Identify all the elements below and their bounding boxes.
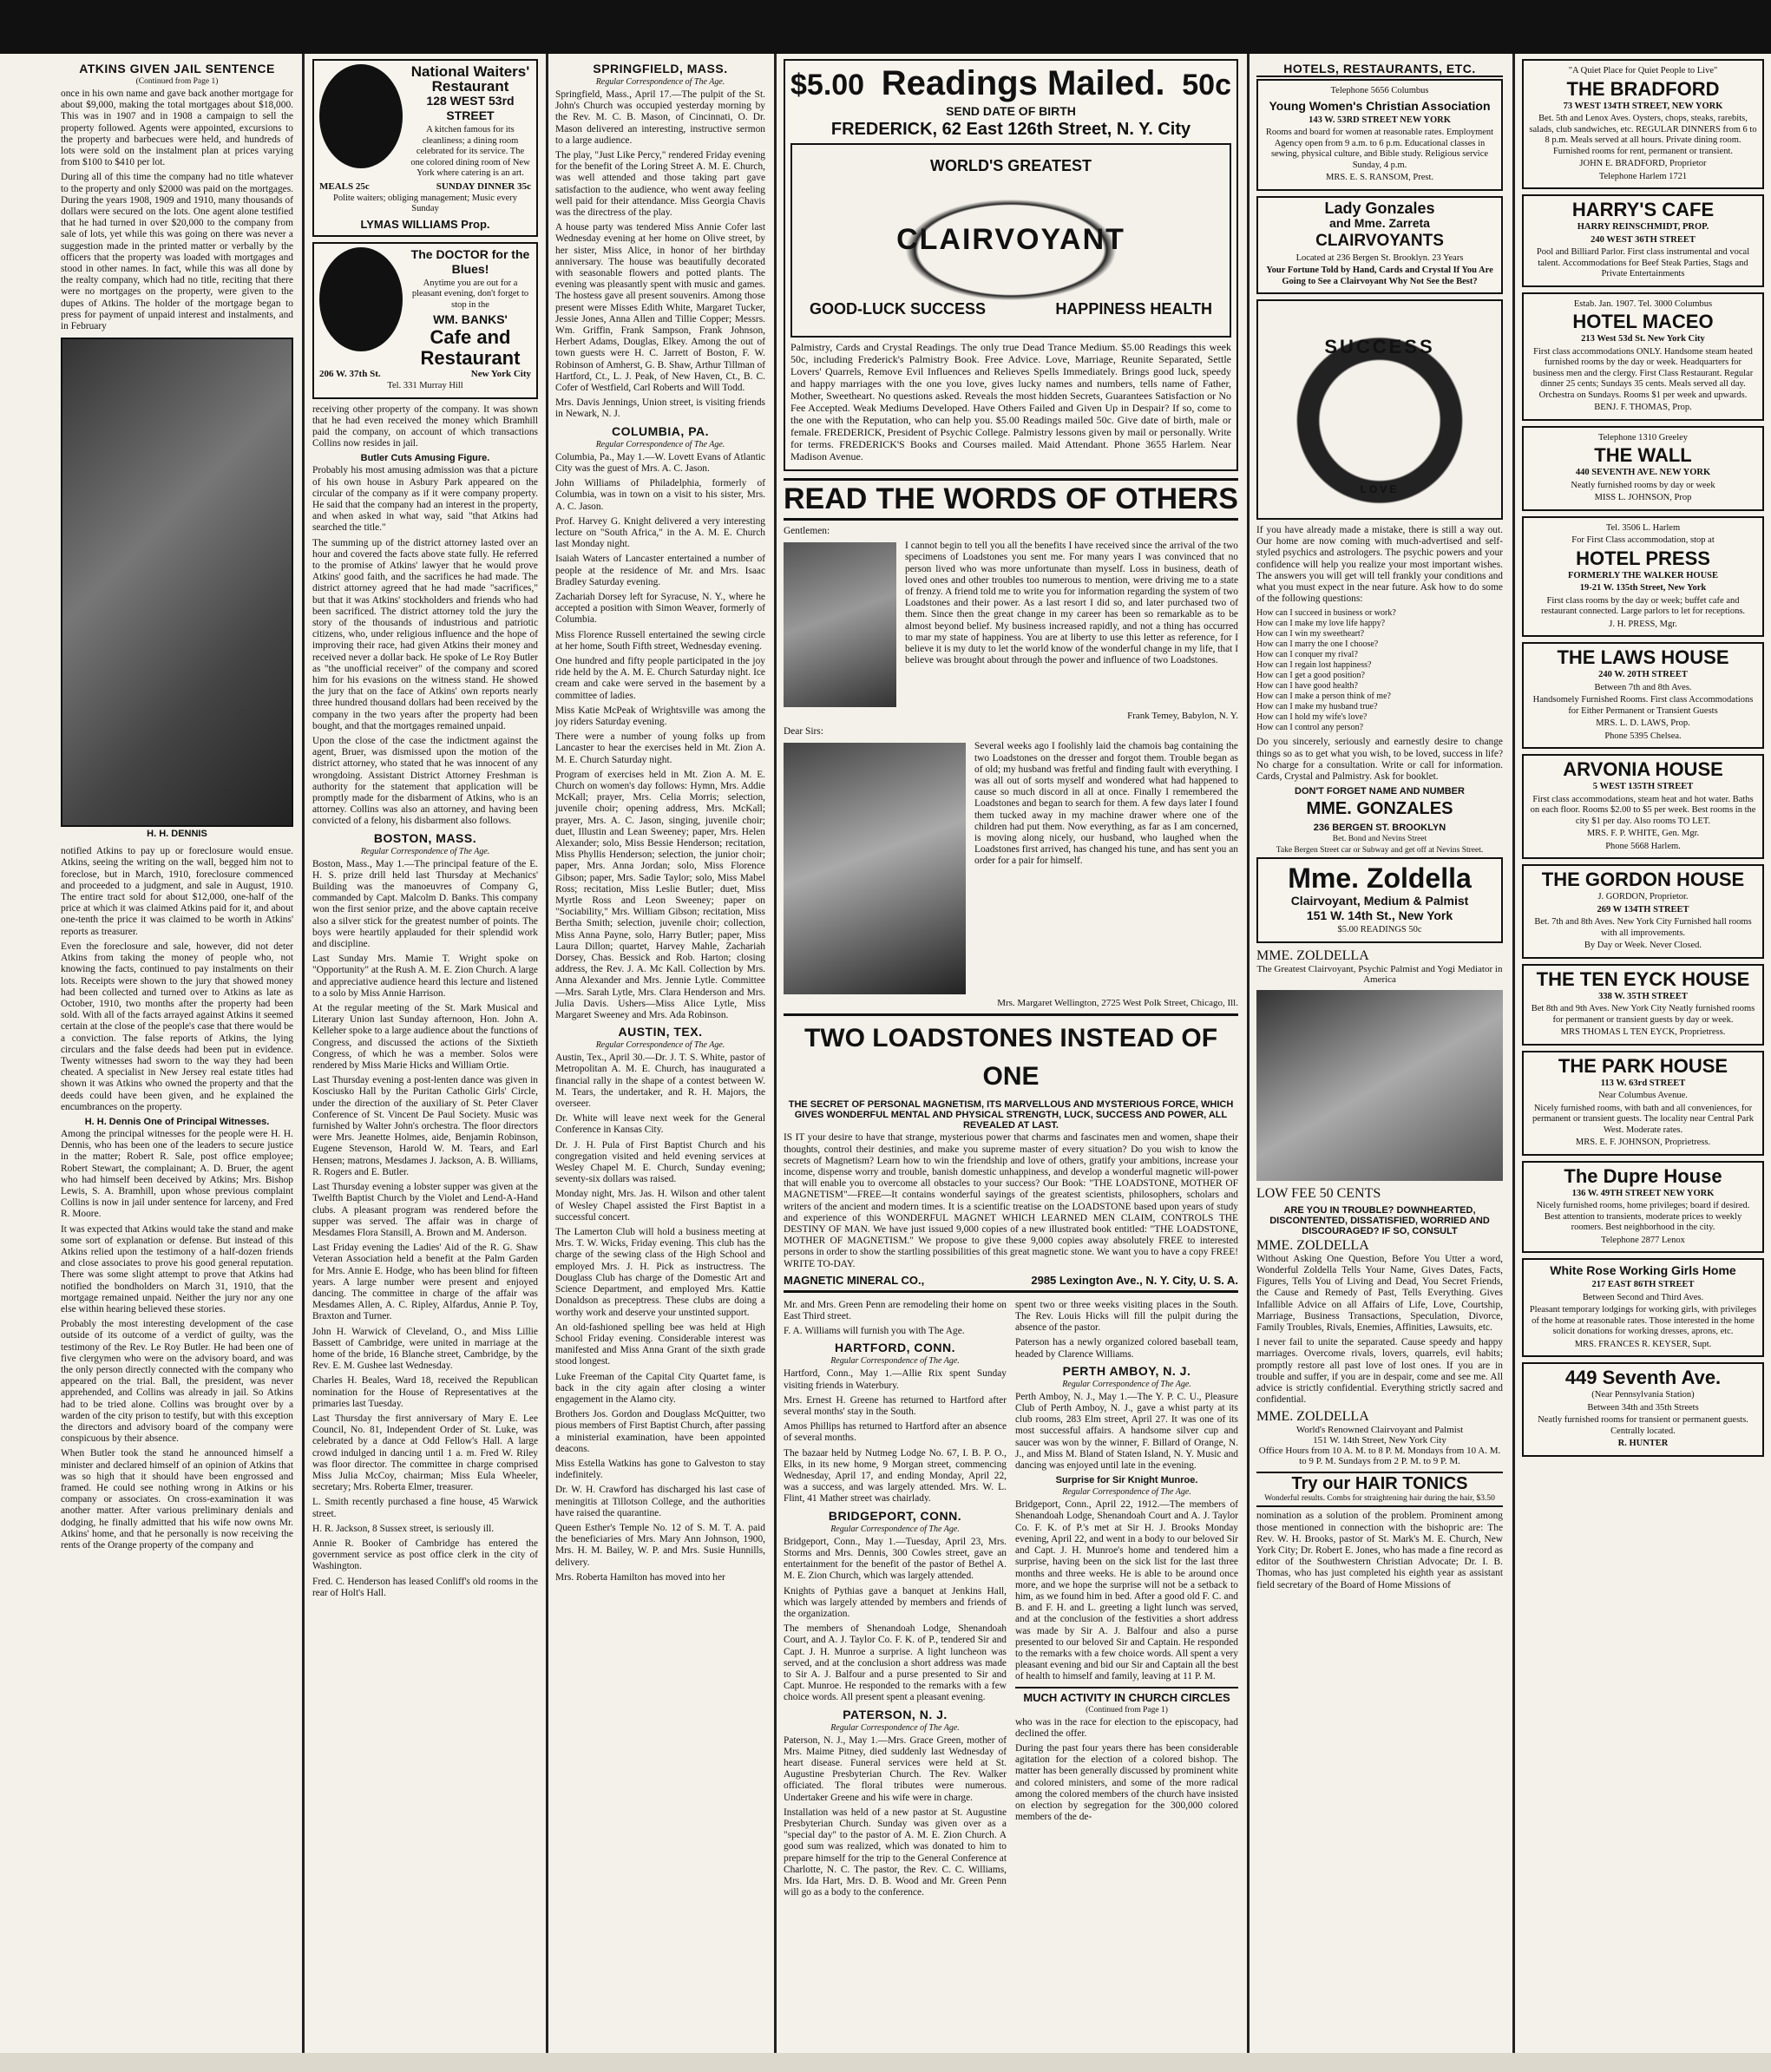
ad-copy: A kitchen famous for its cleanliness; a dining room celebrated for its service. The one colored dining room of New York where catering is an art. (410, 125, 530, 178)
news-subhead: Surprise for Sir Knight Munroe. (1055, 1475, 1198, 1486)
ad-copy: Rooms and board for women at reasonable rates. Employment Agency open from 9 a.m. to 6 p.m. Educational classes in sewing, physical culture, and Bible study. Religious service Sunday, 4 p.m. (1265, 128, 1494, 170)
ad-directions: Take Bergen Street car or Subway and get off at Nevins Street. (1276, 846, 1484, 856)
correspondence-note: Regular Correspondence of The Age. (1062, 1487, 1191, 1498)
ad-phone: Tel. 3506 L. Harlem (1605, 522, 1681, 533)
ad-name: WM. BANKS' (433, 312, 508, 326)
article-subhead: H. H. Dennis One of Principal Witnesses. (84, 1116, 270, 1127)
news-item: Austin, Tex., April 30.—Dr. J. T. S. White, pastor of Metropolitan A. M. E. Church, has inaugurated a financial rally in the shape of a contest between W. M. Tears, the undertaker, and R. H. Majors, the overseer. (555, 1052, 765, 1110)
ad-directions: Bet. Bond and Nevins Street (1332, 835, 1427, 844)
news-item: At the regular meeting of the St. Mark Musical and Literary Union last Sunday afternoon, Hon. John A. Kelleher spoke to a large audience about the functions of Congress, and discussed the actions of the Sixtieth Congress, of which he was a member. Solos were rendered by Miss Marie Hicks and William Ortie. (312, 1003, 538, 1072)
news-item: F. A. Williams will furnish you with The Age. (784, 1326, 965, 1337)
ad-proprietor: HARRY REINSCHMIDT, PROP. (1577, 222, 1709, 232)
ad-proprietor: R. HUNTER (1617, 1439, 1669, 1448)
ad-copy: Do you sincerely, seriously and earnestly desire to change things so as to get what you wish, to be loved, success in life? No charge for a consultation. Write or call for information. Cards, Crystal and Palmistry. Ask for booklet. (1256, 737, 1503, 783)
ad-location (319, 369, 531, 379)
ad-established: Estab. Jan. 1907. Tel. 3000 Columbus (1573, 298, 1713, 309)
news-item: Paterson, N. J., May 1.—Mrs. Grace Green, mother of Mrs. Maime Pitney, died suddenly last Wednesday of heart disease. Funeral services were held at St. Augustine Presbyterian Church. The Rev. Walker officiated. The floral tributes were numerous. Undertaker Greene and his wife were in charge. (784, 1734, 1007, 1803)
ad-near: (Near Pennsylvania Station) (1591, 1390, 1695, 1400)
ad-copy: First class accommodations ONLY. Handsome steam heated furnished rooms by the day or week. Headquarters for business men and the clergy. First Class Restaurant. Regular dinner 25 cents; Sundays 35 cents. Meals served all day. Orchestra on Sundays. Rooms $1 per week and upwards. (1532, 346, 1754, 400)
ad-between: Between 7th and 8th Aves. (1594, 682, 1692, 692)
letter-signature: Mrs. Margaret Wellington, 2725 West Polk Street, Chicago, Ill. (997, 998, 1238, 1009)
correspondence-note: Regular Correspondence of The Age. (595, 439, 725, 449)
news-item: Luke Freeman of the Capital City Quartet fame, is back in the city again after closing a winter engagement in the Alamo city. (555, 1371, 765, 1405)
ad-name: MME. ZOLDELLA (1256, 947, 1369, 963)
ad-proprietor: MRS. FRANCES R. KEYSER, Supt. (1574, 1339, 1712, 1349)
news-item: Dr. White will leave next week for the General Conference in Kansas City. (555, 1113, 765, 1136)
ad-address: 5 WEST 135TH STREET (1592, 782, 1694, 791)
headline-word: OTHERS (1115, 482, 1238, 515)
ad-copy: Neatly furnished rooms by day or week (1571, 480, 1715, 490)
banner-title: Readings Mailed. (881, 64, 1165, 102)
correspondence-note: Regular Correspondence of The Age. (830, 1356, 960, 1367)
news-item: An old-fashioned spelling bee was held at High School Friday evening. Considerable interest was manifested and Miss Anna Grant of the sixth grade stood longest. (555, 1321, 765, 1367)
news-item: Miss Florence Russell entertained the sewing circle at her home, South Fifth street, Wednesday evening. (555, 629, 765, 652)
question-item: How can I control any person? (1256, 723, 1364, 733)
laws-house-ad (1522, 642, 1764, 749)
ad-phone: Telephone 2877 Lenox (1601, 1235, 1685, 1245)
column-3 (548, 54, 772, 2053)
ywca-ad (1256, 79, 1503, 191)
loadstones-headline: TWO LOADSTONES INSTEAD OF ONE (784, 1013, 1238, 1096)
ad-title: THE BRADFORD (1566, 77, 1720, 100)
ad-copy: Palmistry, Cards and Crystal Readings. The only true Dead Trance Medium. $5.00 Readings this week 50c, including Frederick's Palmistry Book. Free Advice. Love, Marriage, Reunite Separated, Settle Lovers' Quarrels, Remove Evil Influences and Relieves Spells Immediately. Brings good luck, speedy and happy marriages with the one you love, gives lucky names and numbers, tells name of Father, Mother, Sweetheart. No questions asked. Reveals the most hidden Secrets, Guarantees Satisfaction or No Fee Accepted. Weak Mediums Developed. Have Others Failed and Given Up in Despair? If so, come to the one with the Reputation, who can help you. $5.00 Readings mailed 50c. Give date of birth, male or female. FREDERICK, President of Psychic College. Palmistry lessons given by mail or personally. Write for terms. FREDERICK'S Books and Courses mailed. Maid Attendant. Phone 3655 Harlem. Near Madison Avenue. (790, 341, 1231, 462)
ad-title: CLAIRVOYANTS (1315, 231, 1444, 250)
clairvoyant-illustration (790, 143, 1231, 338)
article-paragraph: When Butler took the stand he announced himself a minister and declared himself of an opinion of Atkins that was so high that it should have been engrossed and framed. He could see nothing wrong in Atkins or his company or associates. On cross-examination it was another matter. After various preliminary denials and dodging, he finally admitted that his wife now owns Mr. Atkins' home, and that he personally is now receiving the rents of the Orange property of the company and (61, 1448, 293, 1551)
news-item: Mrs. Ernest H. Greene has returned to Hartford after several months' stay in the South. (784, 1394, 1007, 1418)
seventh-ave-ad (1522, 1362, 1764, 1457)
ad-title: The DOCTOR for the Blues! (410, 246, 530, 276)
loadstones-copy: IS IT your desire to have that strange, mysterious power that charms and fascinates men and women, shape their thoughts, control their destinies, and make you supreme master of every situation? Do you wish to know the secrets of Magnetism? Learn how to win the friendship and love of others, gratify your ambitions, increase your income, dispense worry and trouble, banish domestic unhappiness, and develop a wonderful magnetic will-power that will enable you to overcome all obstacles to your success? Our Book: "THE LOADSTONE, MOTHER OF MAGNETISM"—FREE—It contains wonderful sayings of the greatest scientists, philosophers, scholars and writers of the ancient and modern times. It is a scientific treatise on the LOADSTONE based upon years of study and experience of this WONDERFUL MAGNET WHICH LEARNED MEN CLAIM, CONTROLS THE DESTINY OF MAN. We have just issued 9,000 copies of a new illustrated book entitled: "THE LOADSTONE, MOTHER OF MAGNETISM." We propose to give these 9,000 copies away absolutely FREE to interested persons in order to show the startling possibilities of this great magnetic stone. We want you to have a copy FREE! WRITE TO-DAY. (784, 1132, 1238, 1269)
ad-proprietor: J. GORDON, Proprietor. (1597, 892, 1689, 902)
ad-address: 217 EAST 86TH STREET (1591, 1280, 1695, 1289)
loadstones-subhead: THE SECRET OF PERSONAL MAGNETISM, ITS MARVELLOUS AND MYSTERIOUS FORCE, WHICH GIVES WONDERFUL MENTAL AND PHYSICAL STRENGTH, LUCK, SUCCESS AND POWER, ALL REVEALED AT LAST. (788, 1099, 1234, 1131)
news-item: Dr. W. H. Crawford has discharged his last case of meningitis at Tillotson College, and the authorities have raised the quarantine. (555, 1485, 765, 1518)
correspondence-note: Regular Correspondence of The Age. (360, 846, 490, 856)
news-item: Bridgeport, Conn., April 22, 1912.—The members of Shenandoah Lodge, Shenandoah Court and A. J. Taylor Co. F. K. of P.'s met at Sir H. J. Brooks Monday evening, April 22, and went in a body to our beloved Sir and Capt. J. H. Munroe's home and tendered him a surprise, having been on the sick list for the last three months and three weeks. He is able to be around once more, and we hope the surprise will not be a setback to him, as we found him in bed. After a good old F. C. and B. and F. H. and L. greeting a light lunch was served, and at the conclusion of the festivities a short address was made by Sir A. J. Balfour and also a purse presented to our beloved Sir and Captain. He responded to the remarks with a few choice words. All spent a very pleasant evening and bid our Sir and Captain all the best of health to himself and family, leaving at 11 P. M. (1015, 1499, 1238, 1682)
ad-address: 240 WEST 36TH STREET (1591, 234, 1696, 245)
article-paragraph: receiving other property of the company. It was shown that he had even received the money which Bramhill paid the company, on account of which transactions Collins now resides in jail. (312, 403, 538, 449)
news-item: Bridgeport, Conn., May 1.—Tuesday, April 23, Mrs. Storms and Mrs. Dennis, 300 Cowles street, gave an entertainment for the benefit of the pastor of Bethel A. M. E. Zion Church, which was largely attended. (784, 1536, 1007, 1582)
ad-address: 143 W. 53RD STREET NEW YORK (1309, 115, 1451, 125)
ad-address: 240 W. 20TH STREET (1598, 670, 1688, 679)
illustration-right-text: HAPPINESS HEALTH (1055, 300, 1212, 318)
testimonial-letter: Several weeks ago I foolishly laid the chamois bag containing the two Loadstones on the dresser and forgot them. Trouble began as of old; my husband was fretful and finding fault with everything. I was all out of sorts myself and wondered what had happened to cause so much discord in all at once. Finally I remembered the Loadstones and began to search for them. A few days later I found them tucked away in my machine drawer where one of the children had put them. Now everything, as far as I am concerned, is moving along nicely, our husband, who laughed when the Loadstones first arrived, has changed his tune, and has sent you an order for a pair for himself. (974, 741, 1238, 867)
photo-caption: H. H. DENNIS (147, 829, 207, 840)
ad-phone: Phone 5395 Chelsea. (1604, 731, 1682, 741)
ad-reminder: DON'T FORGET NAME AND NUMBER (1295, 786, 1465, 797)
ad-copy: Wonderful results. Combs for straightening hair during the hair, $3.50 (1264, 1494, 1495, 1504)
article-paragraph: Upon the close of the case the indictment against the agent, Bruer, was dismissed upon the motion of the district attorney, who stated that he was innocent of any wrongdoing. Assistant District Attorney Freshman is authority for the statement that application will be promptly made for the disbarment of Atkins, who is an attorney. Collins was also an attorney, and having been convicted of a felony, his disbarment also follows. (312, 735, 538, 827)
news-item: Amos Phillips has returned to Hartford after an absence of several months. (784, 1421, 1007, 1444)
testimonial-portrait-man (784, 542, 896, 707)
meals-price: MEALS 25c (319, 180, 370, 192)
hotel-maceo-ad (1522, 292, 1764, 421)
news-item: John Williams of Philadelphia, formerly of Columbia, was in town on a visit to his sister, Mrs. A. C. Jason. (555, 478, 765, 512)
salutation: Gentlemen: (784, 526, 830, 536)
news-item: Last Sunday Mrs. Mamie T. Wright spoke on "Opportunity" at the Rush A. M. E. Zion Church. A large and appreciative audience heard this lecture and listened to a solo by Miss Annie Harrison. (312, 954, 538, 999)
cafe-ad (312, 242, 538, 399)
question-item: How can I regain lost happiness? (1256, 660, 1372, 671)
news-item: John H. Warwick of Cleveland, O., and Miss Lillie Bassett of Cambridge, were united in marriage at the home of the bride, 16 Blanche street, Cambridge, by the Rev. E. M. Gushee last Wednesday. (312, 1326, 538, 1372)
dateline-columbia: COLUMBIA, PA. (611, 423, 709, 438)
news-item: Installation was held of a new pastor at St. Augustine Presbyterian Church. Sunday was given over as a "special day" to the pastor of A. M. E. Zion Church. A good sum was realized, which was donated to him to prepare himself for the trip to the General Conference at Charlotte, N. C. The pastor, the Rev. C. C. Williams, Mrs. Ida Hart, Mrs. D. B. Wood and Mr. Green Penn will go as a body to the conference. (784, 1806, 1007, 1898)
illustration-top-text: WORLD'S GREATEST (930, 157, 1092, 174)
ad-hours: Office Hours from 10 A. M. to 8 P. M. Mondays from 10 A. M. to 9 P. M. Sundays from 2 P. M. to 9 P. M. (1258, 1446, 1501, 1467)
news-item: Mrs. Roberta Hamilton has moved into her (555, 1571, 725, 1583)
ad-oval-portrait (319, 64, 403, 168)
testimonial-portrait-woman (784, 743, 966, 994)
continued-note: (Continued from Page 1) (135, 77, 219, 86)
news-split (784, 1300, 1238, 1903)
article-subhead: Butler Cuts Amusing Figure. (360, 453, 490, 464)
ad-tagline: The Greatest Clairvoyant, Psychic Palmist and Yogi Mediator in America (1256, 963, 1503, 985)
ad-oval-portrait (319, 247, 403, 351)
ad-copy: Pleasant temporary lodgings for working girls, with privileges of the home at reasonable rates. Those interested in the home solicit donations for working dresses, aprons, etc. (1529, 1305, 1757, 1336)
sunday-price: SUNDAY DINNER 35c (436, 180, 531, 192)
news-item: Charles H. Beales, Ward 18, received the Republican nomination for the House of Representatives at the primaries last Tuesday. (312, 1375, 538, 1409)
question-item: How can I make my husband true? (1256, 702, 1378, 712)
ad-copy: Pool and Billiard Parlor. First class instrumental and vocal talent. Accommodations for Beef Steak Parties, Stags and Private Entertainments (1536, 247, 1750, 279)
ad-address: 206 W. 37th St. (319, 369, 381, 379)
ad-fee: LOW FEE 50 CENTS (1256, 1185, 1381, 1201)
column-rule (302, 54, 305, 2053)
ad-name-2: and Mme. Zarreta (1329, 215, 1430, 230)
news-left (784, 1300, 1007, 1903)
ad-title: Clairvoyant, Medium & Palmist (1290, 894, 1469, 908)
section-header: HOTELS, RESTAURANTS, ETC. (1256, 62, 1503, 77)
success-word: SUCCESS (1324, 336, 1435, 357)
illustration-left-text: GOOD-LUCK SUCCESS (810, 300, 987, 318)
news-item: Last Thursday evening a post-lenten dance was given in Kosciusko Hall by the Puritan Catholic Girls' Circle, under the direction of the auxiliary of St. Peter Claver Conference of St. Vincent De Paul Society. Music was furnished by Walter John's orchestra. The floor directors were Mrs. Jeanette Holmes, aide, Benjamin Robinson, Eugene Stevenson, Harold W. M. Tears, and Earl Hensen; matrons, Mesdames J. Jackson, A. B. Williams, R. Rogers and E. Butler. (312, 1075, 538, 1177)
ad-copy: If you have already made a mistake, there is still a way out. Our home are now coming with much-advertised and self-styled psychics and astrologers. The psychic powers and your confidence will help you realize your most important wishes. The answers you will get will tell frankly your conditions and what you must expect in the near future. Ask how to do some of the following questions: (1256, 525, 1503, 605)
ad-address: 19-21 W. 135th Street, New York (1579, 583, 1707, 593)
ad-near: Near Columbus Avenue. (1598, 1091, 1688, 1100)
illustration-word: CLAIRVOYANT (896, 223, 1125, 256)
news-item: Program of exercises held in Mt. Zion A. M. E. Church on women's day follows: Hymn, Mrs. Addie McKall; prayer, Mrs. Celia Morris; selection, juvenile choir; opening address, Mrs. McKall; prayer, Mrs. A. C. Jason, singing, juvenile choir; duet, Illustin and Lean Sweeney; paper, Mrs. Helen Alexander; solo, Miss Bessie Henderson; recitation, Miss Phyllis Henderson; selection, the junior choir; paper, Mrs. Anna Jordan; solo, Miss Florence Gibson; paper, Mrs. Sadie Taylor; solo, Miss Mabel Ross; recitation, Miss Leslie Butler; duet, Miss Myrtle Ross and Leon Sweeney; paper on "Sociability," Mrs. William Gibson; recitation, Miss Bertha Smith; selection, juvenile choir; collection, Miss Anna Payne, solo, Harry Butler; paper, Miss Laura Dillon; quartet, Harvey Mahle, Zachariah Dorsey, Chas. Bessick and Rob. Harton; closing address, the Rev. J. A. Mc Kall. Collection by Mrs. Anna Alexander and Mrs. Jennie Lytle. Committee—Mrs. Sarah Lytle, Mrs. Clara Henderson and Mrs. Julia Davis. Ushers—Miss Alice Lytle, Miss Margaret Sweeney and Mrs. Ada Robinson. (555, 769, 765, 1021)
ad-copy: Neatly furnished rooms for transient or permanent guests. Centrally located. (1538, 1415, 1748, 1436)
ad-address: 113 W. 63rd STREET (1600, 1078, 1686, 1088)
ad-title: THE PARK HOUSE (1558, 1054, 1728, 1077)
the-wall-ad (1522, 426, 1764, 511)
dateline-bridgeport: BRIDGEPORT, CONN. (828, 1508, 962, 1523)
news-item: The members of Shenandoah Lodge, Shenandoah Court, and A. J. Taylor Co. F. K. of P., tendered Sir and Capt. J. H. Munroe a surprise. A light luncheon was served, and at the conclusion a short address was made to Sir A. J. Balfour and a purse presented to Sir and Capt. Munroe. He responded to the remarks with a few choice words. All present spent a pleasant evening. (784, 1623, 1007, 1703)
clairvoyant-ad (784, 59, 1238, 471)
ad-copy: Without Asking One Question, Before You Utter a word, Wonderful Zoldella Tells Your Name, Gives Dates, Facts, Figures, Tells You of Living and Dead, You Secret Friends, the Cause and Remedy of Past, Tells Everything. Gives Infallible Advice on all Affairs of Life, Love, Courtship, Marriage, Business Transactions, Speculation, Divorce, Family Troubles, Rivals, Enemies, Affinities, Lawsuits, etc. (1256, 1253, 1503, 1333)
news-item: Brothers Jos. Gordon and Douglass McQuitter, two pious members of First Baptist Church, after passing a ministerial examination, have been appointed deacons. (555, 1409, 765, 1454)
ad-title: Young Women's Christian Association (1269, 98, 1491, 113)
column-1 (54, 54, 300, 2053)
ad-between: Between 34th and 35th Streets (1587, 1402, 1699, 1413)
ad-proprietor: MRS. L. D. LAWS, Prop. (1596, 718, 1690, 728)
news-item: spent two or three weeks visiting places in the South. The Rev. Louis Hicks will fill the pulpit during the absence of the pastor. (1015, 1299, 1238, 1334)
ad-phone: Phone 5668 Harlem. (1605, 841, 1681, 851)
ten-eyck-house-ad (1522, 964, 1764, 1046)
news-item: Last Friday evening the Ladies' Aid of the R. G. Shaw Veteran Association held a benefit at the Palm Garden for Mrs. Annie E. Hodge, who has been blind for fifteen years. A large number were present and enjoyed dancing. The committee in charge of the affair was Mesdames Allen, A. C. Ripley, Alfardus, Annie P. Toy, Braxton and Turner. (312, 1243, 538, 1322)
ad-title: THE GORDON HOUSE (1541, 869, 1745, 890)
ad-title: White Rose Working Girls Home (1550, 1263, 1736, 1277)
news-item: Mrs. Davis Jennings, Union street, is visiting friends in Newark, N. J. (555, 397, 765, 420)
ad-proprietor: J. H. PRESS, Mgr. (1609, 619, 1677, 629)
ad-note: Polite waiters; obliging management; Music every Sunday (333, 193, 517, 213)
news-item: L. Smith recently purchased a fine house, 45 Warwick street. (312, 1497, 538, 1519)
ad-prices (319, 181, 531, 192)
company-address: 2985 Lexington Ave., N. Y. City, U. S. A. (1031, 1273, 1238, 1287)
article-headline: ATKINS GIVEN JAIL SENTENCE (79, 62, 275, 75)
bradford-ad (1522, 59, 1764, 189)
ad-title: HOTEL MACEO (1572, 311, 1714, 332)
ad-city: New York City (470, 369, 531, 379)
news-item: Springfield, Mass., April 17.—The pulpit of the St. John's Church was occupied yesterday morning by the Rev. M. C. B. Mason, of Cincinnati, O. Dr. Mason delivered an interesting, instructive sermon to a large audience. (555, 89, 765, 146)
news-item: Annie R. Booker of Cambridge has entered the government service as post office clerk in the city of Washington. (312, 1538, 538, 1572)
ad-title: ARVONIA HOUSE (1563, 758, 1723, 780)
ad-proprietor: MISS L. JOHNSON, Prop (1594, 493, 1692, 502)
ad-phone: Telephone Harlem 1721 (1598, 171, 1688, 181)
success-subword: LOVE (1360, 483, 1400, 495)
ad-address: 136 W. 49TH STREET NEW YORK (1571, 1188, 1715, 1198)
article-paragraph: Among the principal witnesses for the people were H. H. Dennis, who has been one of the leaders to secure justice in the matter; Robert R. Sale, post office employee; Robert Stewart, the complainant; A. D. Bruer, the agent who had himself been deceived by Atkins; Mrs. Bishop Lewis, S. A. Bramhill, upon whose previous complaint Collins is now in jail under sentence for larceny, and Fred R. Moore. (61, 1128, 293, 1220)
ad-proprietor: MRS. E. F. JOHNSON, Proprietress. (1575, 1138, 1711, 1147)
banner-price-left: $5.00 (790, 69, 865, 102)
ad-formerly: FORMERLY THE WALKER HOUSE (1568, 570, 1718, 580)
dateline-springfield: SPRINGFIELD, MASS. (593, 62, 728, 75)
company-name: MAGNETIC MINERAL CO., (784, 1273, 925, 1287)
white-rose-home-ad (1522, 1258, 1764, 1357)
news-item: Fred. C. Henderson has leased Conliff's old rooms in the rear of Holt's Hall. (312, 1576, 538, 1598)
ad-title: THE WALL (1594, 444, 1692, 466)
ad-between: Between Second and Third Aves. (1582, 1292, 1704, 1302)
question-list (1256, 608, 1503, 733)
dateline-perth-amboy: PERTH AMBOY, N. J. (1062, 1363, 1191, 1378)
ad-address: 151 W. 14th St., New York (1306, 908, 1453, 923)
news-item: The play, "Just Like Percy," rendered Friday evening for the benefit of the Loring Street A. M. E. Church, was well attended and those taking part gave satisfaction to the audience, who went away feeling well paid for their attendance. Miss Georgia Chavis was the directress of the play. (555, 150, 765, 219)
news-item: Last Thursday the first anniversary of Mary E. Lee Council, No. 81, Independent Order of St. Luke, was celebrated by a dance at Odd Fellow's Hall. A large crowd indulged in dancing until 1 a. m. Fred W. Riley was floor director. The committee in charge comprised Miss Julia McCoy, chairman; Miss Eula Wheeler, secretary; Mrs. Roberta Elmer, treasurer. (312, 1413, 538, 1493)
headline-word: THE (876, 482, 935, 515)
ad-copy: First class rooms by the day or week; buffet cafe and restaurant connected. Large parlors to let for receptions. (1540, 595, 1746, 616)
clairvoyants-ad (1256, 196, 1503, 295)
news-item: One hundred and fifty people participated in the joy ride held by the A. M. E. Church Saturday night. Ice cream and cake were served in the basement by a committee of ladies. (555, 655, 765, 701)
article-paragraph: nomination as a solution of the problem. Prominent among those mentioned in connection with the bishopric are: The Rev. W. H. Brooks, pastor of St. Mark's M. E. Church, New York City; Dr. Robert E. Jones, who has made a fine record as editor of the Southwestern Christian Advocate; Dr. I. B. Thomas, who has just completed his eighth year as assistant field secretary of the Board of Home Missions of (1256, 1505, 1503, 1590)
correspondence-note: Regular Correspondence of The Age. (595, 1040, 725, 1051)
article-paragraph: notified Atkins to pay up or foreclosure would ensue. Atkins, seeing the writing on the wall, begged him not to foreclose, but in March, 1910, foreclosure commenced and proceeded to a judgment, and sale in August, 1910. The entire tract sold for about $12,000, one-half of the price at which it was claimed Atkins paid for it, and about one-tenth the price it was claimed to be worth in Atkins' reports as treasurer. (61, 846, 293, 937)
ad-copy: First class accommodations, steam heat and hot water. Baths on each floor. Rooms $2.00 to $5 per week. Best rooms in the city $1 per day. Also rooms TO LET. (1530, 794, 1756, 826)
ad-proprietor: MRS THOMAS L TEN EYCK, Proprietress. (1560, 1027, 1726, 1037)
ad-tagline: World's Renowned Clairvoyant and Palmist (1295, 1425, 1464, 1436)
news-item: Queen Esther's Temple No. 12 of S. M. T. A. paid the beneficiaries of Mrs. Mary Ann Johnson, 1900, Mrs. H. M. Bailey, W. P. and Mrs. Susie Hunnills, delivery. (555, 1522, 765, 1568)
question-item: How can I make a person think of me? (1256, 692, 1391, 702)
question-item: How can I get a good position? (1256, 671, 1365, 681)
ad-proprietor: MRS. F. P. WHITE, Gen. Mgr. (1586, 829, 1700, 838)
church-headline: MUCH ACTIVITY IN CHURCH CIRCLES (1015, 1687, 1238, 1704)
question-item: How can I succeed in business or work? (1256, 608, 1396, 619)
news-item: Isaiah Waters of Lancaster entertained a number of people at the residence of Mr. and Mrs. Isaac Bradley Saturday evening. (555, 554, 765, 587)
dateline-paterson: PATERSON, N. J. (843, 1707, 948, 1721)
news-item: Columbia, Pa., May 1.—W. Lovett Evans of Atlantic City was the guest of Mrs. A. C. Jason. (555, 451, 765, 474)
news-item: Boston, Mass., May 1.—The principal feature of the E. H. S. prize drill held last Thursday at Mechanics' Building was the manoeuvres of Company G, commanded by Capt. Malcolm D. Banks. This company won the first senior prize, and the above captain receive also a silver stick for the greatest number of points. The boys were heartily applauded for their splendid work and discipline. (312, 858, 538, 950)
ad-copy: Your Fortune Told by Hand, Cards and Crystal If You Are Going to See a Clairvoyant Why Not See the Best? (1266, 266, 1493, 286)
ad-copy: I never fail to unite the separated. Cause speedy and happy marriages. Overcome rivals, lovers, quarrels, evil habits; promptly restore all past love of lost ones. If you are in trouble and suffer, if you are in despair, come and see me. All advice is strictly confidential. Everything strictly sacred and confidential. (1256, 1337, 1503, 1406)
ad-address: 128 WEST 53rd STREET (426, 94, 515, 122)
ad-tagline: "A Quiet Place for Quiet People to Live" (1568, 66, 1718, 75)
headline-word: WORDS (943, 482, 1057, 515)
news-item: A house party was tendered Miss Annie Cofer last Wednesday evening at her home on Olive street, by her sister, Miss Alice, in honor of her birthday anniversary. The house was beautifully decorated with seasonable flowers and potted plants. The evening was pleasantly spent with music and games. The hostess gave all present souvenirs. Among those present were Misses Edith White, Margaret Tucker, Jessie Jones, Anna Allen and Tillie Copper; Messrs. Wm. Griffin, Frank Sampson, Frank Johnson, Herbert Adams, Douglas, Elkey. Among the out of town guests were H. C. Jarrett of Boston, F. W. Robinson of Amherst, G. B. Shaw, Arthur Tillman of Hartford, Ct., L. J. Peak, of New Haven, Ct., B. C. Cofer of Westfield, Carl Roberts and Will Todd. (555, 222, 765, 394)
zoldella-illustration (1256, 990, 1503, 1181)
news-item: Miss Katie McPeak of Wrightsville was among the joy riders Saturday evening. (555, 705, 765, 727)
dateline-austin: AUSTIN, TEX. (618, 1025, 703, 1039)
readings-banner (790, 64, 1231, 104)
news-item: Knights of Pythias gave a banquet at Jenkins Hall, which was largely attended by members and friends of the organization. (784, 1585, 1007, 1619)
ad-name: Mme. Zoldella (1288, 862, 1472, 895)
headline-word: OF (1065, 482, 1107, 515)
testimonial-headline (784, 478, 1238, 521)
salutation: Dear Sirs: (784, 726, 823, 738)
ad-copy: Nicely furnished rooms, with bath and all conveniences, for permanent or transient guests. The locality near Central Park West. Moderate rates. (1532, 1103, 1754, 1135)
hair-tonic-ad: Try our HAIR TONICS (1256, 1472, 1503, 1494)
ad-phone: Telephone 5656 Columbus (1330, 86, 1429, 95)
article-paragraph: Probably the most interesting development of the case outside of its outcome of a verdict of guilty, was the testimony of the Rev. Le Roy Butler. He had been one of five clergymen who were on the advisory board, and was the only person directly connected with the company who appeared on the trial. Ball, the president, was never apprehended, and Collins was already in jail. So Atkins had to be tried alone. Collins was brought over by a warden of the city prison to testify, but with this exception the directors and advisory board of the company were conspicuous by their absence. (61, 1319, 293, 1445)
news-item: The Lamerton Club will hold a business meeting at Mrs. T. W. Wicks, Friday evening. This club has the charge of the sewing class of the High School and employed Mrs. J. H. Pick as instructress. The Douglass Club has charge of the Domestic Art and Science Department, and employed Mrs. Kattie Donaldson as preceptress. These clubs are doing a worthy work and deserve your unstinted support. (555, 1227, 765, 1318)
correspondence-note: Regular Correspondence of The Age. (1062, 1379, 1191, 1389)
ad-copy: Bet. 7th and 8th Aves. New York City Furnished hall rooms with all improvements. (1534, 917, 1752, 938)
headline-word: READ (784, 482, 868, 515)
column-6 (1515, 54, 1771, 2053)
question-item: How can I make my love life happy? (1256, 619, 1386, 629)
news-item: Perth Amboy, N. J., May 1.—The Y. P. C. U., Pleasure Club of Perth Amboy, N. J., gave a whist party at its club rooms, 283 Elm street, April 27. It was one of its most successful affairs. A handsome silver cup and saucer was won by the winner, F. Billard of Orange, N. J., and Miss M. Bland of Staten Island, N. Y. Music and dancing was enjoyed until late in the evening. (1015, 1391, 1238, 1472)
ad-title: HOTEL PRESS (1576, 547, 1710, 569)
ad-address: 73 WEST 134TH STREET, NEW YORK (1563, 101, 1723, 111)
dupre-house-ad (1522, 1161, 1764, 1254)
ad-copy: Handsomely Furnished Rooms. First class Accommodations for Either Permanent or Transient Guests (1532, 695, 1754, 716)
news-item: Mr. and Mrs. Green Penn are remodeling their home on East Third street. (784, 1299, 1007, 1322)
ad-address: 269 W 134TH STREET (1597, 904, 1689, 915)
article-paragraph: who was in the race for election to the episcopacy, had declined the offer. (1015, 1716, 1238, 1739)
hotel-press-ad (1522, 516, 1764, 638)
ad-proprietor: BENJ. F. THOMAS, Prop. (1594, 403, 1692, 412)
question-item: How can I hold my wife's love? (1256, 712, 1368, 723)
news-item: Prof. Harvey G. Knight delivered a very interesting lecture on "South Africa," in the A. M. E. Church last Monday night. (555, 515, 765, 550)
news-item: The bazaar held by Nutmeg Lodge No. 67, I. B. P. O., Elks, in its new home, 9 Morgan street, commencing Wednesday, April 17, and ending Monday, April 22, was a success, and was largely attended. Mrs. W. L. Flint, 41 Mather street was chairlady. (784, 1447, 1007, 1505)
ad-title: HARRY'S CAFE (1571, 199, 1715, 220)
ad-title: The Dupre House (1564, 1164, 1722, 1187)
portrait-photo (61, 338, 293, 827)
ad-address: Located at 236 Bergen St. Brooklyn. 23 Years (1295, 252, 1464, 263)
question-item: How can I win my sweetheart? (1256, 629, 1365, 639)
news-item: Zachariah Dorsey left for Syracuse, N. Y., where he accepted a position with Simon Weaver, formerly of Columbia. (555, 591, 765, 626)
testimonial-letter: I cannot begin to tell you all the benefits I have received since the arrival of the two specimens of Loadstones you sent me. For many years I was convinced that no person lived who was more unfortunate than myself. Loss in business, death of loved ones and other troubles too numerous to mention, were driving me to a state of frenzy. A friend told me to write you for information regarding the system of two Loadstones and their power. As a last resort I did so, and later purchased two of them. Since then the great change in my career has been so remarkable as to be almost beyond belief. My business increased rapidly, and not a thing has occurred to mar my state of happiness. You are at liberty to use this letter as reference, for I believe it is my duty to let the world know of the wonderful change in my life, that I believe was brought about through the power and influence of two Loadstones. (905, 541, 1238, 666)
news-item: Hartford, Conn., May 1.—Allie Rix spent Sunday visiting friends in Waterbury. (784, 1368, 1007, 1391)
ad-title: National Waiters' Restaurant (410, 63, 530, 95)
news-item: Paterson has a newly organized colored baseball team, headed by Clarence Williams. (1015, 1337, 1238, 1360)
article-paragraph: During all of this time the company had no title whatever to the property and only $2000 was paid on the mortgages. During the years 1908, 1909 and 1910, many thousands of dollars were secured on the lots. One agent alone testified that he had turned in over $20,000 to the company from sale of lots, yet while this was going on there was never a suggestion made in the printed matter or verbally by the officers that the property was loaded with mortgages and stood in other names. In fact, while this was all done by the realty company, which had no title, reciting that there were no mortgages on the property, were given to the dupes of Atkins. The holder of the mortgage began to press for payment of unpaid interest and instalments, and in February (61, 172, 293, 332)
success-illustration (1256, 299, 1503, 520)
ad-business: Cafe and Restaurant (420, 326, 521, 369)
ad-name: Lady Gonzales (1324, 199, 1435, 217)
ad-address: 151 W. 14th Street, New York City (1313, 1435, 1446, 1446)
arvonia-house-ad (1522, 754, 1764, 859)
column-2 (305, 54, 545, 2053)
banner-address: FREDERICK, 62 East 126th Street, N. Y. City (830, 120, 1191, 139)
restaurant-ad (312, 59, 538, 237)
article-paragraph: Probably his most amusing admission was that a picture of his own house in Asbury Park appeared on the circular of the company as if it were company property. He said that the company had an interest in the property, and when asked in what way, said "that Atkins had searched the title." (312, 465, 538, 534)
ad-phone: Tel. 331 Murray Hill (387, 381, 463, 390)
ad-copy: Anytime you are out for a pleasant evening, don't forget to stop in the (411, 278, 529, 310)
ad-copy: Bet. 5th and Lenox Aves. Oysters, chops, steaks, rarebits, salads, club sandwiches, etc. REGULAR DINNERS from 6 to 8 p.m. Meals served at all hours. Private dining room. Furnished rooms for rent, permanent or transient. (1529, 114, 1757, 156)
dateline-boston: BOSTON, MASS. (373, 830, 477, 845)
ad-address: 338 W. 35TH STREET (1598, 991, 1688, 1001)
ad-name: MME. ZOLDELLA (1256, 1237, 1369, 1253)
letter-signature: Frank Temey, Babylon, N. Y. (1127, 711, 1238, 722)
article-paragraph: Even the foreclosure and sale, however, did not deter Atkins from taking the money of people who, not knowing the facts, continued to pay instalments on their lots. Receipts were shown to the jury that showed money had been collected and turned over to Atkins as late as October, 1910, two months after the property had been sold. With all of the facts arrayed against Atkins it seemed certain at the close of the people's case that there would be a conviction. The false reports of Atkins, the lying circulars and the false deeds had been put in evidence. Twenty witnesses had sworn to the way they had been cheated. A specialist in New Jersey real estate titles had shown it was Atkins who owned the property and that the deeds could have been given, and he explained the encumbrances on the property. (61, 941, 293, 1112)
ad-address: 440 SEVENTH AVE. NEW YORK (1575, 468, 1711, 477)
news-item: H. R. Jackson, 8 Sussex street, is seriously ill. (312, 1523, 495, 1534)
dateline-hartford: HARTFORD, CONN. (835, 1341, 955, 1355)
correspondence-note: Regular Correspondence of The Age. (830, 1722, 960, 1733)
correspondence-note: Regular Correspondence of The Age. (595, 77, 725, 87)
question-item: How can I marry the one I choose? (1256, 639, 1379, 650)
ad-name: MME. ZOLDELLA (1256, 1409, 1369, 1425)
news-item: Dr. J. H. Pula of First Baptist Church and his congregation visited and held evening services at Wesley Chapel M. E. Church, Sunday evening; seventy-six dollars was raised. (555, 1139, 765, 1185)
ad-copy: Nicely furnished rooms, home privileges; board if desired. Best attention to transients, moderate prices to weekly roomers. Best neighborhood in the city. (1536, 1201, 1750, 1232)
ad-address: 236 BERGEN ST. BROOKLYN (1313, 823, 1446, 834)
article-paragraph: It was expected that Atkins would take the stand and make some sort of explanation or defense. But instead of this Atkins relied upon the testimony of a half-dozen friends and close associates to prove his good general reputation. There was some slight attempt to prove that Atkins had notified the bondholders on March 31, 1910, that the mortgage remained unpaid. Neither the jury nor any one else within hearing believed these stories. (61, 1223, 293, 1315)
article-paragraph: During the past four years there has been considerable agitation for the election of a colored bishop. The matter has been generally discussed by prominent white and colored ministers, and some of the more radical among the colored members of the church have insisted on election by segregation for the 300,000 colored members of the de- (1015, 1742, 1238, 1823)
question-item: How can I have good health? (1256, 681, 1358, 692)
ad-name: MME. GONZALES (1306, 799, 1453, 819)
ad-title: 449 Seventh Ave. (1564, 1367, 1722, 1388)
news-item: Miss Estella Watkins has gone to Galveston to stay indefinitely. (555, 1458, 765, 1481)
ad-title: THE TEN EYCK HOUSE (1536, 967, 1750, 990)
harrys-cafe-ad (1522, 194, 1764, 287)
ad-proprietor: MRS. E. S. RANSOM, Prest. (1326, 173, 1433, 182)
news-item: Monday night, Mrs. Jas. H. Wilson and other talent of Wesley Chapel assisted the First Baptist in a successful concert. (555, 1189, 765, 1223)
article-paragraph: once in his own name and gave back another mortgage for about $9,000, making the total mortgages about $18,000. This was in 1907 and in 1908 a campaign to sell the property followed. Agents were appointed, excursions to the property and barbecues were held, and hundreds of lots were sold on the instalment plan at prices varying from $100 to $410 per lot. (61, 89, 293, 168)
banner-send: SEND DATE OF BIRTH (946, 104, 1076, 118)
gordon-house-ad (1522, 864, 1764, 959)
ad-terms: By Day or Week. Never Closed. (1584, 941, 1702, 950)
correspondence-note: Regular Correspondence of The Age. (830, 1524, 960, 1534)
ad-proprietor: JOHN E. BRADFORD, Proprietor (1579, 159, 1707, 168)
article-paragraph: The summing up of the district attorney lasted over an hour and covered the facts above state fully. He referred to the promise of Atkins' lawyer that he would prove Atkins' good faith, and the sacrifices he had made. The district attorney agreed that he had made "sacrifices," but that it was Atkins' stockholders and friends who had been sacrificed. The district attorney told the jury the story of the thousands of industrious and patriotic citizens, who, under religious influence and the hope of improving their race, had given Atkins their money and received never a dollar back. He spoke of Le Roy Butler as "the unofficial receiver" of the company and scored him for his evasions on the witness stand. He showed the jury that on the face of Atkins' own reports nearly three hundred thousand dollars had been received by the company in the two years after the property had been bought, and that the mortgages remained unpaid. (312, 537, 538, 731)
ad-question: ARE YOU IN TROUBLE? DOWNHEARTED, DISCONTENTED, DISSATISFIED, WORRIED AND DISCOURAGED? IF SO, CONSULT (1269, 1204, 1490, 1236)
banner-price-right: 50c (1182, 69, 1231, 102)
news-right (1015, 1300, 1238, 1903)
column-4 (777, 54, 1245, 2053)
question-item: How can I conquer my rival? (1256, 650, 1358, 660)
page-top-edge (0, 0, 1771, 54)
ad-tagline: For First Class accommodation, stop at (1571, 535, 1715, 545)
continued-note: (Continued from Page 1) (1086, 1705, 1168, 1715)
ad-title: THE LAWS HOUSE (1557, 646, 1729, 668)
ad-proprietor: LYMAS WILLIAMS Prop. (360, 217, 490, 231)
ad-address: 213 West 53d St. New York City (1581, 334, 1705, 344)
park-house-ad (1522, 1051, 1764, 1156)
ad-prices: $5.00 READINGS 50c (1337, 925, 1422, 935)
news-item: There were a number of young folks up from Lancaster to hear the exercises held in Mt. Zion A. M. E. Church Saturday night. (555, 731, 765, 765)
loadstones-footer (784, 1274, 1238, 1293)
ad-phone: Telephone 1310 Greeley (1597, 432, 1689, 443)
news-item: Last Thursday evening a lobster supper was given at the Twelfth Baptist Church by the Violet and Lend-A-Hand clubs. A pleasant program was rendered before the supper was served. The affair was in charge of Mesdames Flora Stansill, A. Brown and M. Anderson. (312, 1182, 538, 1238)
column-5 (1250, 54, 1510, 2053)
page-bottom-edge (0, 2053, 1771, 2072)
zoldella-ad (1256, 857, 1503, 943)
ad-copy: Bet 8th and 9th Aves. New York City Neatly furnished rooms for permanent or transient guests by day or week. (1531, 1004, 1755, 1025)
